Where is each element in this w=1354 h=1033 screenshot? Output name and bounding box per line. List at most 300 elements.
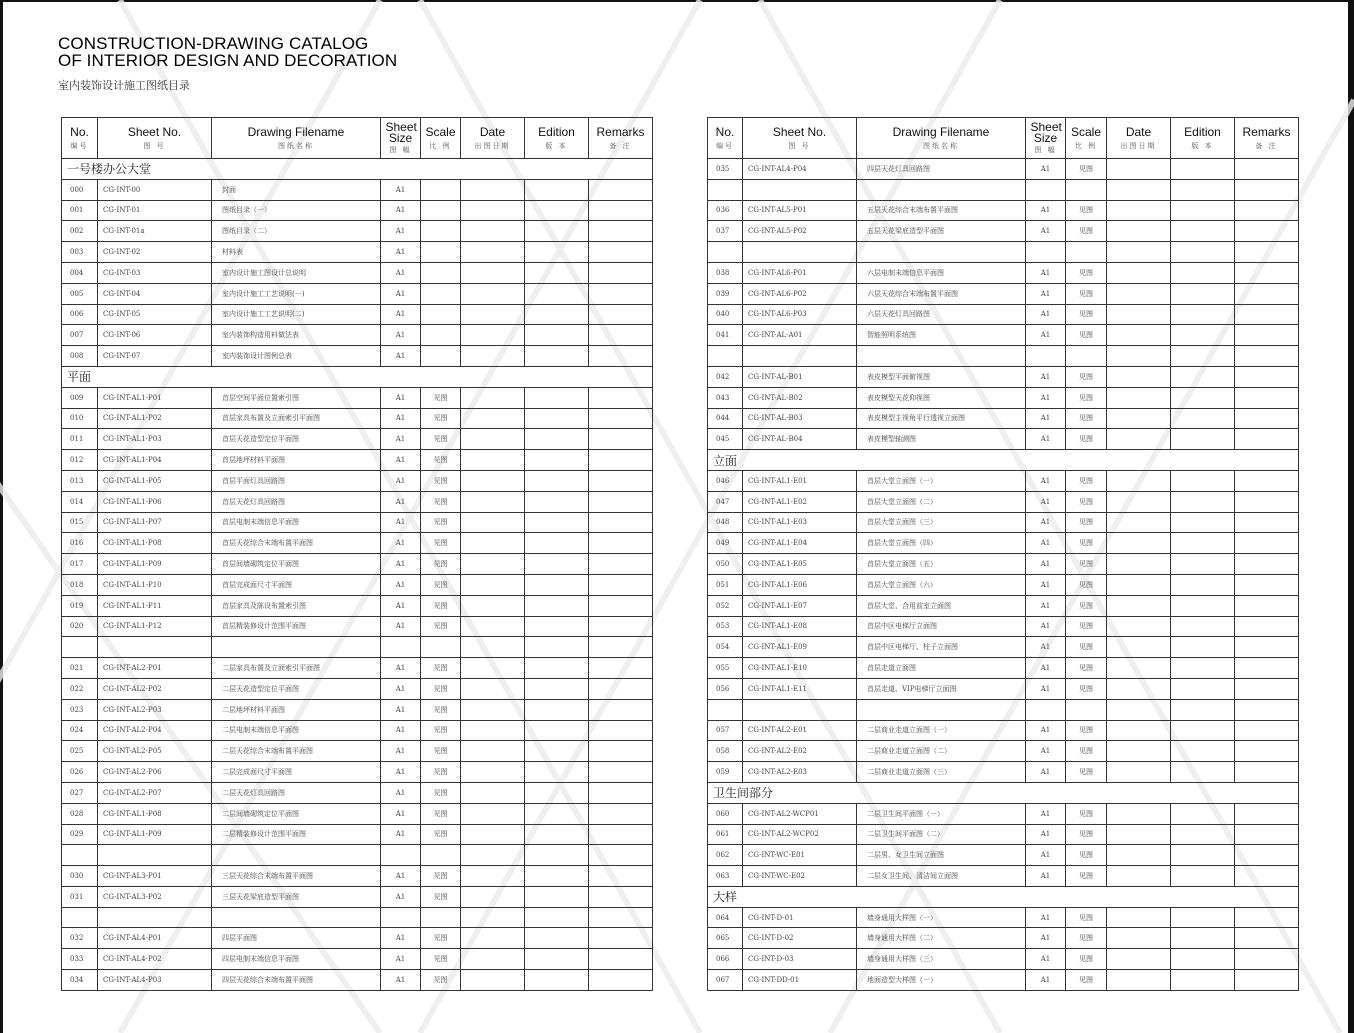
title-line-2: OF INTERIOR DESIGN AND DECORATION xyxy=(58,51,398,70)
cell-no: 007 xyxy=(62,325,98,346)
table-row-blank xyxy=(62,907,653,928)
cell-sheet-no: CG-INT-WC-E02 xyxy=(743,866,857,887)
section-title: 立面 xyxy=(708,450,1299,471)
cell-edition xyxy=(525,242,589,263)
cell-remarks xyxy=(1235,387,1299,408)
cell-remarks xyxy=(589,803,653,824)
cell-scale: 见图 xyxy=(421,824,461,845)
column-header-en: Sheet No. xyxy=(772,124,827,139)
cell-sheet-size: A1 xyxy=(1026,325,1066,346)
cell-remarks xyxy=(1235,678,1299,699)
cell-sheet-size: A1 xyxy=(381,762,421,783)
cell-sheet-no: CG-INT-AL1-E10 xyxy=(743,658,857,679)
cell-edition xyxy=(1171,159,1235,180)
cell-no: 032 xyxy=(62,928,98,949)
cell-drawing-filename: 首层大堂立面图（三） xyxy=(857,512,1026,533)
cell-drawing-filename: 首层天花灯具回路图 xyxy=(212,491,381,512)
cell-sheet-size: A1 xyxy=(381,533,421,554)
cell-sheet-size: A1 xyxy=(381,221,421,242)
cell-sheet-no: CG-INT-AL1-P07 xyxy=(98,512,212,533)
cell-drawing-filename: 室内设计施工工艺说明(二) xyxy=(212,304,381,325)
cell-no: 034 xyxy=(62,970,98,991)
cell-edition xyxy=(525,325,589,346)
cell-sheet-size xyxy=(1026,346,1066,367)
cell-sheet-size: A1 xyxy=(1026,949,1066,970)
cell-remarks xyxy=(589,262,653,283)
cell-scale: 见图 xyxy=(1066,845,1107,866)
cell-remarks xyxy=(589,179,653,200)
cell-scale xyxy=(421,283,461,304)
cell-drawing-filename: 六层天花综合末端布置平面图 xyxy=(857,283,1026,304)
cell-date xyxy=(1107,512,1171,533)
cell-sheet-no: CG-INT-AL1-P03 xyxy=(98,429,212,450)
cell-scale: 见图 xyxy=(1066,429,1107,450)
table-header-row xyxy=(708,118,1299,159)
cell-drawing-filename: 二层地坪材料平面图 xyxy=(212,699,381,720)
cell-sheet-no: CG-INT-AL1-P09 xyxy=(98,554,212,575)
cell-edition xyxy=(525,907,589,928)
column-header-en: Drawing Filename xyxy=(247,124,345,139)
cell-sheet-no: CG-INT-AL1-P12 xyxy=(98,616,212,637)
cell-edition xyxy=(1171,616,1235,637)
cell-date xyxy=(1107,387,1171,408)
cell-date xyxy=(461,928,525,949)
cell-drawing-filename xyxy=(857,179,1026,200)
column-header-en: Scale xyxy=(425,124,456,139)
cell-edition xyxy=(1171,699,1235,720)
column-header-cn: 图纸名称 xyxy=(278,141,314,150)
cell-edition xyxy=(1171,678,1235,699)
cell-date xyxy=(1107,762,1171,783)
table-row xyxy=(708,595,1299,616)
cell-sheet-size xyxy=(1026,242,1066,263)
cell-scale: 见图 xyxy=(1066,866,1107,887)
cell-remarks xyxy=(1235,928,1299,949)
column-header-cn: 图 号 xyxy=(143,141,166,150)
table-row xyxy=(62,803,653,824)
cell-remarks xyxy=(1235,824,1299,845)
cell-remarks xyxy=(589,845,653,866)
cell-no: 059 xyxy=(708,762,743,783)
column-header-drawing-filename xyxy=(212,118,381,159)
cell-remarks xyxy=(1235,637,1299,658)
table-row xyxy=(708,200,1299,221)
cell-edition xyxy=(1171,325,1235,346)
cell-no: 049 xyxy=(708,533,743,554)
cell-remarks xyxy=(1235,325,1299,346)
cell-no: 063 xyxy=(708,866,743,887)
cell-edition xyxy=(525,221,589,242)
cell-scale: 见图 xyxy=(421,866,461,887)
table-row xyxy=(708,491,1299,512)
cell-sheet-no xyxy=(98,637,212,658)
cell-no: 019 xyxy=(62,595,98,616)
cell-scale: 见图 xyxy=(421,970,461,991)
cell-drawing-filename: 五层天花综合末端布置平面图 xyxy=(857,200,1026,221)
cell-sheet-size: A1 xyxy=(381,429,421,450)
cell-sheet-size: A1 xyxy=(1026,824,1066,845)
cell-sheet-no: CG-INT-AL2-WCP01 xyxy=(743,803,857,824)
cell-remarks xyxy=(589,782,653,803)
cell-edition xyxy=(525,803,589,824)
page-border-top xyxy=(0,0,1354,2)
cell-drawing-filename: 首层走道、VIP电梯厅立面图 xyxy=(857,678,1026,699)
cell-no: 044 xyxy=(708,408,743,429)
cell-date xyxy=(461,470,525,491)
cell-drawing-filename: 四层天花灯具回路图 xyxy=(857,159,1026,180)
cell-date xyxy=(461,720,525,741)
cell-date xyxy=(461,949,525,970)
cell-drawing-filename xyxy=(212,637,381,658)
cell-sheet-size: A1 xyxy=(381,512,421,533)
cell-remarks xyxy=(589,304,653,325)
cell-drawing-filename: 首层电制末端信息平面图 xyxy=(212,512,381,533)
table-row xyxy=(62,533,653,554)
cell-scale: 见图 xyxy=(421,429,461,450)
column-header-remarks xyxy=(589,118,653,159)
cell-edition xyxy=(1171,970,1235,991)
cell-scale: 见图 xyxy=(1066,907,1107,928)
cell-sheet-size xyxy=(381,907,421,928)
cell-drawing-filename: 封面 xyxy=(212,179,381,200)
cell-sheet-no: CG-INT-AL1-P09 xyxy=(98,824,212,845)
cell-remarks xyxy=(1235,533,1299,554)
cell-no: 029 xyxy=(62,824,98,845)
cell-drawing-filename xyxy=(857,346,1026,367)
cell-edition xyxy=(525,699,589,720)
cell-date xyxy=(1107,845,1171,866)
cell-date xyxy=(1107,658,1171,679)
cell-sheet-size: A1 xyxy=(381,803,421,824)
cell-sheet-no: CG-INT-AL1-E06 xyxy=(743,574,857,595)
table-row xyxy=(708,408,1299,429)
column-header-cn: 备 注 xyxy=(609,141,632,150)
cell-drawing-filename: 室内装饰设计图例总表 xyxy=(212,346,381,367)
cell-date xyxy=(461,325,525,346)
cell-drawing-filename: 首层大堂立面图（四） xyxy=(857,533,1026,554)
table-row xyxy=(62,387,653,408)
cell-sheet-no: CG-INT-AL2-P06 xyxy=(98,762,212,783)
cell-no: 018 xyxy=(62,574,98,595)
cell-sheet-no: CG-INT-D-02 xyxy=(743,928,857,949)
cell-edition xyxy=(1171,824,1235,845)
cell-no: 004 xyxy=(62,262,98,283)
column-header-en: Sheet No. xyxy=(127,124,182,139)
table-row xyxy=(62,782,653,803)
cell-sheet-size: A1 xyxy=(381,491,421,512)
cell-edition xyxy=(1171,928,1235,949)
cell-no: 005 xyxy=(62,283,98,304)
cell-edition xyxy=(1171,366,1235,387)
cell-sheet-no: CG-INT-AL2-P05 xyxy=(98,741,212,762)
cell-date xyxy=(1107,242,1171,263)
column-header-en: Date xyxy=(1125,124,1152,139)
catalog-table-left xyxy=(61,117,653,991)
cell-edition xyxy=(525,886,589,907)
cell-remarks xyxy=(1235,845,1299,866)
cell-drawing-filename: 表皮模型轴测图 xyxy=(857,429,1026,450)
cell-edition xyxy=(525,970,589,991)
cell-sheet-size: A1 xyxy=(381,179,421,200)
cell-no: 003 xyxy=(62,242,98,263)
cell-sheet-no: CG-INT-AL1-E07 xyxy=(743,595,857,616)
cell-sheet-no: CG-INT-AL1-P05 xyxy=(98,470,212,491)
cell-date xyxy=(461,678,525,699)
cell-sheet-size: A1 xyxy=(1026,366,1066,387)
cell-no: 027 xyxy=(62,782,98,803)
cell-scale: 见图 xyxy=(421,616,461,637)
cell-drawing-filename: 首层大堂立面图（六） xyxy=(857,574,1026,595)
column-header-scale xyxy=(421,118,461,159)
cell-edition xyxy=(525,762,589,783)
cell-sheet-no xyxy=(743,179,857,200)
table-row xyxy=(62,720,653,741)
cell-date xyxy=(1107,824,1171,845)
cell-no xyxy=(708,242,743,263)
column-header-no xyxy=(708,118,743,159)
cell-sheet-no: CG-INT-AL2-WCP02 xyxy=(743,824,857,845)
cell-sheet-size xyxy=(1026,179,1066,200)
cell-sheet-size: A1 xyxy=(381,387,421,408)
cell-sheet-size: A1 xyxy=(1026,845,1066,866)
table-row xyxy=(708,159,1299,180)
cell-drawing-filename xyxy=(212,907,381,928)
column-header-scale xyxy=(1066,118,1107,159)
table-row xyxy=(708,616,1299,637)
cell-sheet-size: A1 xyxy=(1026,387,1066,408)
cell-no: 052 xyxy=(708,595,743,616)
cell-drawing-filename: 首层大堂、合用前室立面图 xyxy=(857,595,1026,616)
table-row xyxy=(708,533,1299,554)
cell-sheet-no: CG-INT-AL1-P10 xyxy=(98,574,212,595)
cell-edition xyxy=(525,866,589,887)
table-row xyxy=(708,762,1299,783)
column-header-en: Sheet Size xyxy=(1030,119,1062,145)
cell-drawing-filename: 二层天花综合末端布置平面图 xyxy=(212,741,381,762)
cell-no: 056 xyxy=(708,678,743,699)
column-header-cn: 图 幅 xyxy=(389,145,412,154)
cell-edition xyxy=(1171,408,1235,429)
cell-sheet-no: CG-INT-AL1-E11 xyxy=(743,678,857,699)
cell-sheet-no: CG-INT-AL1-E02 xyxy=(743,491,857,512)
cell-drawing-filename: 首层中区电梯厅立面图 xyxy=(857,616,1026,637)
column-header-cn: 版 本 xyxy=(545,141,568,150)
table-row xyxy=(708,907,1299,928)
cell-edition xyxy=(1171,200,1235,221)
page-border-left xyxy=(0,0,3,1033)
cell-drawing-filename: 图纸目录（二） xyxy=(212,221,381,242)
cell-date xyxy=(461,408,525,429)
cell-date xyxy=(461,429,525,450)
cell-remarks xyxy=(1235,616,1299,637)
cell-sheet-no: CG-INT-AL6-P02 xyxy=(743,283,857,304)
cell-edition xyxy=(525,387,589,408)
cell-date xyxy=(1107,221,1171,242)
cell-no: 025 xyxy=(62,741,98,762)
cell-edition xyxy=(525,574,589,595)
cell-drawing-filename: 首层精装修设计范围平面图 xyxy=(212,616,381,637)
cell-date xyxy=(461,304,525,325)
cell-sheet-no: CG-INT-AL1-E04 xyxy=(743,533,857,554)
cell-remarks xyxy=(1235,408,1299,429)
cell-sheet-no: CG-INT-AL6-P03 xyxy=(743,304,857,325)
cell-no: 061 xyxy=(708,824,743,845)
cell-drawing-filename: 首层间墙砌筑定位平面图 xyxy=(212,554,381,575)
cell-sheet-no xyxy=(743,242,857,263)
table-header-row xyxy=(62,118,653,159)
cell-sheet-size: A1 xyxy=(1026,928,1066,949)
cell-no: 013 xyxy=(62,470,98,491)
cell-sheet-size: A1 xyxy=(381,470,421,491)
cell-scale: 见图 xyxy=(1066,221,1107,242)
cell-date xyxy=(1107,678,1171,699)
column-header-sheet-size xyxy=(1026,118,1066,159)
cell-edition xyxy=(525,179,589,200)
cell-no: 030 xyxy=(62,866,98,887)
cell-edition xyxy=(1171,803,1235,824)
cell-edition xyxy=(1171,221,1235,242)
table-row-blank xyxy=(708,346,1299,367)
table-row xyxy=(708,387,1299,408)
cell-scale xyxy=(421,845,461,866)
cell-drawing-filename: 二层电制末端信息平面图 xyxy=(212,720,381,741)
cell-remarks xyxy=(589,637,653,658)
table-row xyxy=(708,741,1299,762)
cell-scale: 见图 xyxy=(421,491,461,512)
cell-remarks xyxy=(1235,262,1299,283)
cell-no: 060 xyxy=(708,803,743,824)
cell-date xyxy=(461,533,525,554)
table-row xyxy=(62,325,653,346)
cell-date xyxy=(461,595,525,616)
cell-drawing-filename: 表皮模型天花仰视图 xyxy=(857,387,1026,408)
cell-date xyxy=(461,574,525,595)
column-header-en: Remarks xyxy=(1242,124,1291,139)
cell-drawing-filename: 首层大堂立面图（二） xyxy=(857,491,1026,512)
catalog-table-right xyxy=(707,117,1299,991)
cell-date xyxy=(461,866,525,887)
table-row xyxy=(708,366,1299,387)
cell-no: 065 xyxy=(708,928,743,949)
table-row xyxy=(708,824,1299,845)
cell-remarks xyxy=(1235,304,1299,325)
table-row xyxy=(708,304,1299,325)
cell-remarks xyxy=(589,200,653,221)
table-row xyxy=(708,970,1299,991)
column-header-edition xyxy=(1171,118,1235,159)
cell-remarks xyxy=(1235,221,1299,242)
cell-sheet-no: CG-INT-04 xyxy=(98,283,212,304)
cell-drawing-filename: 墙身通用大样图（一） xyxy=(857,907,1026,928)
column-header-drawing-filename xyxy=(857,118,1026,159)
page-border-right xyxy=(1348,0,1354,1033)
cell-remarks xyxy=(1235,949,1299,970)
cell-sheet-size: A1 xyxy=(381,574,421,595)
table-row-blank xyxy=(62,845,653,866)
cell-no xyxy=(708,699,743,720)
cell-sheet-no: CG-INT-02 xyxy=(98,242,212,263)
cell-remarks xyxy=(1235,574,1299,595)
cell-drawing-filename: 首层家具及陈设布置索引图 xyxy=(212,595,381,616)
cell-sheet-size: A1 xyxy=(381,283,421,304)
cell-scale: 见图 xyxy=(421,886,461,907)
table-row xyxy=(708,658,1299,679)
cell-sheet-no: CG-INT-AL5-P01 xyxy=(743,200,857,221)
cell-scale: 见图 xyxy=(1066,928,1107,949)
cell-sheet-size: A1 xyxy=(381,346,421,367)
cell-scale: 见图 xyxy=(1066,803,1107,824)
cell-date xyxy=(1107,429,1171,450)
cell-edition xyxy=(1171,866,1235,887)
cell-no: 031 xyxy=(62,886,98,907)
cell-sheet-size: A1 xyxy=(381,720,421,741)
cell-drawing-filename: 首层天花综合末端布置平面图 xyxy=(212,533,381,554)
cell-scale xyxy=(421,907,461,928)
cell-remarks xyxy=(1235,595,1299,616)
cell-date xyxy=(1107,366,1171,387)
cell-sheet-size: A1 xyxy=(381,554,421,575)
cell-no: 006 xyxy=(62,304,98,325)
column-header-sheet-size xyxy=(381,118,421,159)
cell-edition xyxy=(525,949,589,970)
cell-no: 035 xyxy=(708,159,743,180)
cell-drawing-filename: 表皮模型平面俯视图 xyxy=(857,366,1026,387)
cell-scale: 见图 xyxy=(421,408,461,429)
cell-remarks xyxy=(589,283,653,304)
cell-date xyxy=(1107,616,1171,637)
cell-date xyxy=(461,803,525,824)
cell-drawing-filename: 首层走道立面图 xyxy=(857,658,1026,679)
cell-scale: 见图 xyxy=(421,699,461,720)
cell-drawing-filename: 二层家具布置及立面索引平面图 xyxy=(212,658,381,679)
table-row xyxy=(708,554,1299,575)
cell-scale: 见图 xyxy=(1066,325,1107,346)
cell-sheet-size: A1 xyxy=(381,595,421,616)
cell-sheet-no: CG-INT-AL1-E03 xyxy=(743,512,857,533)
cell-no: 054 xyxy=(708,637,743,658)
cell-remarks xyxy=(589,387,653,408)
cell-edition xyxy=(525,304,589,325)
cell-scale: 见图 xyxy=(421,595,461,616)
cell-sheet-no: CG-INT-WC-E01 xyxy=(743,845,857,866)
cell-scale xyxy=(421,221,461,242)
cell-date xyxy=(461,699,525,720)
cell-no: 015 xyxy=(62,512,98,533)
cell-sheet-no: CG-INT-D-01 xyxy=(743,907,857,928)
cell-no: 001 xyxy=(62,200,98,221)
cell-scale: 见图 xyxy=(1066,200,1107,221)
cell-sheet-no: CG-INT-AL1-P01 xyxy=(98,387,212,408)
table-row xyxy=(62,179,653,200)
cell-scale: 见图 xyxy=(421,450,461,471)
cell-edition xyxy=(1171,242,1235,263)
cell-scale xyxy=(421,325,461,346)
table-row-blank xyxy=(62,637,653,658)
cell-edition xyxy=(1171,470,1235,491)
cell-edition xyxy=(1171,658,1235,679)
cell-edition xyxy=(525,429,589,450)
section-header-row xyxy=(62,366,653,387)
cell-sheet-size: A1 xyxy=(381,242,421,263)
cell-scale xyxy=(1066,242,1107,263)
cell-sheet-size: A1 xyxy=(1026,491,1066,512)
cell-date xyxy=(1107,803,1171,824)
cell-no xyxy=(62,637,98,658)
cell-scale: 见图 xyxy=(1066,491,1107,512)
cell-date xyxy=(461,450,525,471)
cell-no: 066 xyxy=(708,949,743,970)
cell-remarks xyxy=(589,907,653,928)
